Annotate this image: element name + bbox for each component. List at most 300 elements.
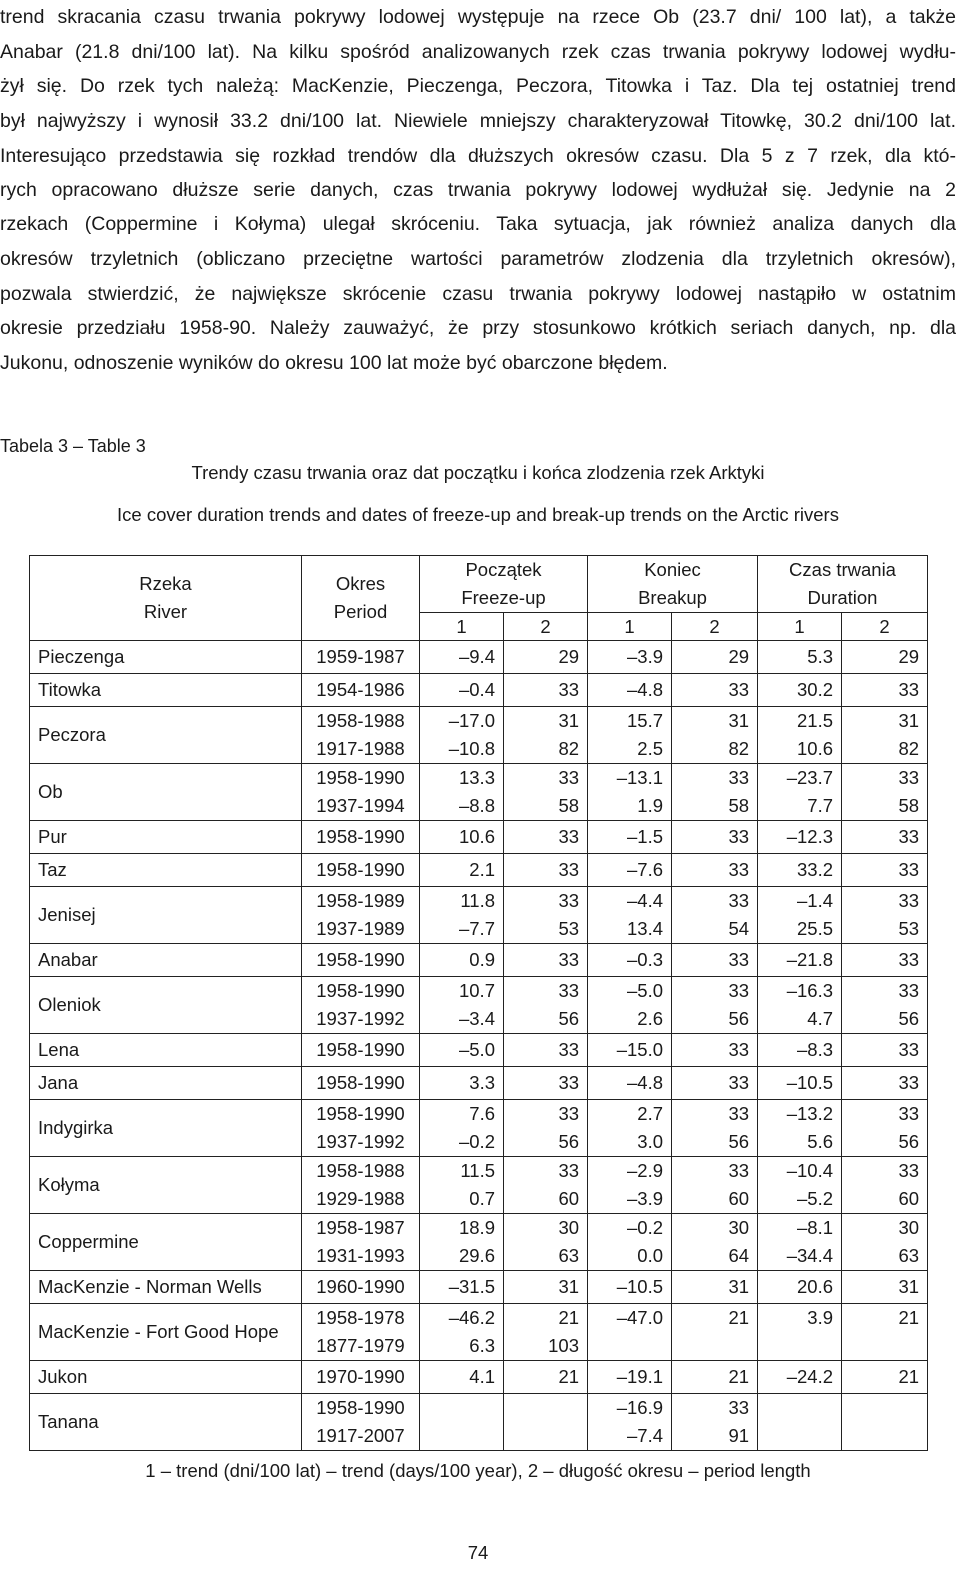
period-cell: [302, 821, 420, 854]
value-cell-f2: [504, 764, 588, 821]
cell-value: 6.3: [469, 1335, 495, 1356]
value-cell-d1: [758, 1394, 842, 1451]
cell-value: 2.7: [637, 1103, 664, 1124]
cell-value: 21: [558, 1366, 580, 1387]
value-cell-f1: [420, 707, 504, 764]
table-row: [30, 707, 928, 764]
cell-value: –7.7: [458, 918, 495, 939]
cell-value: 82: [558, 738, 580, 759]
river-name-cell: Titowka: [30, 674, 302, 707]
value-cell-d1: [758, 944, 842, 977]
cell-value: –1.4: [797, 890, 834, 911]
period-value: 1958-1990: [316, 826, 405, 847]
cell-value: 64: [728, 1245, 750, 1266]
value-cell-b2: [672, 641, 758, 674]
period-value: 1958-1990: [316, 1072, 405, 1093]
value-cell-d2: [842, 1271, 928, 1304]
value-cell-b2: [672, 1394, 758, 1451]
header-period: Okres Period: [302, 556, 420, 641]
value-cell-d2: [842, 1100, 928, 1157]
period-cell: [302, 1214, 420, 1271]
period-cell: [302, 641, 420, 674]
value-cell-d1: [758, 674, 842, 707]
cell-value: 30.2: [797, 679, 834, 700]
cell-value: –12.3: [786, 826, 834, 847]
value-cell-f1: [420, 944, 504, 977]
cell-value: 2.5: [637, 738, 664, 759]
cell-value: 33: [898, 1103, 920, 1124]
cell-value: 33: [558, 826, 580, 847]
value-cell-d1: [758, 764, 842, 821]
cell-value: –16.3: [786, 980, 834, 1001]
period-value: 1917-2007: [316, 1425, 405, 1446]
paragraph-line: okresów trzyletnich (obliczano przeciętne wartości parametrów zlodzenia dla trzyletnich okresów),: [0, 248, 956, 270]
subheader-duration-2: 2: [842, 613, 928, 641]
cell-value: 91: [728, 1425, 750, 1446]
value-cell-f2: [504, 1304, 588, 1361]
cell-value: –16.9: [616, 1397, 664, 1418]
river-name-cell: MacKenzie - Norman Wells: [30, 1271, 302, 1304]
cell-value: 0.0: [637, 1245, 664, 1266]
cell-value: 21: [898, 1307, 920, 1328]
value-cell-d1: [758, 1157, 842, 1214]
cell-value: [842, 1394, 919, 1422]
cell-value: 33: [558, 1103, 580, 1124]
river-name-cell: Jana: [30, 1067, 302, 1100]
value-cell-b1: [588, 1157, 672, 1214]
value-cell-b2: [672, 1157, 758, 1214]
cell-value: –4.8: [627, 1072, 664, 1093]
value-cell-f2: [504, 821, 588, 854]
cell-value: 5.6: [807, 1131, 834, 1152]
river-name-cell: Tanana: [30, 1394, 302, 1451]
cell-value: 31: [728, 1276, 750, 1297]
period-cell: [302, 887, 420, 944]
cell-value: –0.2: [627, 1217, 664, 1238]
paragraph-line: trend skracania czasu trwania pokrywy lodowej występuje na rzece Ob (23.7 dni/ 100 lat), a także: [0, 6, 956, 28]
cell-value: 33: [898, 949, 920, 970]
cell-value: –13.2: [786, 1103, 834, 1124]
value-cell-d1: [758, 887, 842, 944]
period-value: 1959-1987: [316, 646, 405, 667]
value-cell-b1: [588, 1067, 672, 1100]
value-cell-f1: [420, 1361, 504, 1394]
subheader-freeze-1: 1: [420, 613, 504, 641]
period-value: 1958-1990: [316, 1103, 405, 1124]
value-cell-b1: [588, 641, 672, 674]
cell-value: 63: [558, 1245, 580, 1266]
cell-value: 33: [728, 679, 750, 700]
cell-value: 82: [898, 738, 920, 759]
cell-value: 33: [728, 1039, 750, 1060]
cell-value: 33: [728, 859, 750, 880]
cell-value: 33: [558, 767, 580, 788]
cell-value: –8.8: [458, 795, 495, 816]
period-value: 1970-1990: [316, 1366, 405, 1387]
cell-value: 60: [898, 1188, 920, 1209]
cell-value: 4.1: [469, 1366, 495, 1387]
cell-value: [504, 1422, 579, 1450]
value-cell-d2: [842, 1034, 928, 1067]
cell-value: –7.6: [627, 859, 664, 880]
value-cell-f1: [420, 1214, 504, 1271]
period-value: 1958-1988: [316, 1160, 405, 1181]
value-cell-f2: [504, 1100, 588, 1157]
cell-value: 33: [728, 890, 750, 911]
cell-value: 33: [558, 1160, 580, 1181]
paragraph-line: Anabar (21.8 dni/100 lat). Na kilku spośród analizowanych rzek czas trwania pokrywy lodowej wydłu-: [0, 41, 956, 63]
period-value: 1937-1992: [316, 1008, 405, 1029]
river-name-cell: MacKenzie - Fort Good Hope: [30, 1304, 302, 1361]
cell-value: 33: [898, 859, 920, 880]
cell-value: [842, 1422, 919, 1450]
value-cell-f1: [420, 854, 504, 887]
value-cell-b2: [672, 1304, 758, 1361]
cell-value: 4.7: [807, 1008, 834, 1029]
cell-value: 33.2: [797, 859, 834, 880]
cell-value: 30: [728, 1217, 750, 1238]
cell-value: –10.8: [448, 738, 495, 759]
value-cell-f2: [504, 641, 588, 674]
table-row: [30, 944, 928, 977]
cell-value: 54: [728, 918, 750, 939]
period-value: 1931-1993: [316, 1245, 405, 1266]
value-cell-f2: [504, 1157, 588, 1214]
cell-value: 7.6: [469, 1103, 495, 1124]
period-cell: [302, 854, 420, 887]
value-cell-d1: [758, 1304, 842, 1361]
value-cell-d2: [842, 821, 928, 854]
value-cell-f2: [504, 854, 588, 887]
cell-value: 29.6: [458, 1245, 495, 1266]
value-cell-d1: [758, 707, 842, 764]
cell-value: –34.4: [786, 1245, 834, 1266]
cell-value: –0.3: [627, 949, 664, 970]
cell-value: 29: [558, 646, 580, 667]
cell-value: 82: [728, 738, 750, 759]
value-cell-b2: [672, 1271, 758, 1304]
value-cell-b1: [588, 764, 672, 821]
value-cell-d2: [842, 887, 928, 944]
period-value: 1958-1990: [316, 1039, 405, 1060]
cell-value: 18.9: [458, 1217, 495, 1238]
table-row: [30, 764, 928, 821]
paragraph-line: Jukonu, odnoszenie wyników do okresu 100 lat może być obarczone błędem.: [0, 352, 668, 374]
cell-value: 33: [558, 980, 580, 1001]
paragraph-line: rzekach (Coppermine i Kołyma) ulegał skróceniu. Taka sytuacja, jak również analiza danych dla: [0, 213, 956, 235]
cell-value: [504, 1394, 579, 1422]
cell-value: 56: [898, 1008, 920, 1029]
period-value: 1958-1987: [316, 1217, 405, 1238]
paragraph-line: żył się. Do rzek tych należą: MacKenzie, Pieczenga, Peczora, Titowka i Taz. Dla tej ostatniej trend: [0, 75, 956, 97]
value-cell-d2: [842, 764, 928, 821]
river-name-cell: Kołyma: [30, 1157, 302, 1214]
cell-value: –17.0: [448, 710, 495, 731]
cell-value: 33: [558, 1072, 580, 1093]
cell-value: 21: [558, 1307, 580, 1328]
value-cell-f1: [420, 1100, 504, 1157]
value-cell-b1: [588, 854, 672, 887]
subheader-break-1: 1: [588, 613, 672, 641]
value-cell-b1: [588, 821, 672, 854]
cell-value: 60: [558, 1188, 580, 1209]
river-name-cell: Jukon: [30, 1361, 302, 1394]
value-cell-f2: [504, 1067, 588, 1100]
period-cell: [302, 944, 420, 977]
value-cell-f1: [420, 1304, 504, 1361]
cell-value: 31: [898, 710, 920, 731]
subheader-freeze-2: 2: [504, 613, 588, 641]
period-cell: [302, 1394, 420, 1451]
cell-value: –5.2: [797, 1188, 834, 1209]
cell-value: 21: [728, 1307, 750, 1328]
cell-value: 29: [728, 646, 750, 667]
cell-value: 33: [728, 980, 750, 1001]
value-cell-d2: [842, 1067, 928, 1100]
cell-value: 33: [898, 980, 920, 1001]
value-cell-d2: [842, 641, 928, 674]
cell-value: 25.5: [797, 918, 834, 939]
table-row: [30, 1100, 928, 1157]
cell-value: –4.4: [627, 890, 664, 911]
table-row: [30, 1271, 928, 1304]
value-cell-d1: [758, 1034, 842, 1067]
cell-value: 29: [898, 646, 920, 667]
value-cell-d2: [842, 1157, 928, 1214]
value-cell-b2: [672, 1100, 758, 1157]
cell-value: [842, 1332, 919, 1360]
cell-value: –24.2: [786, 1366, 834, 1387]
cell-value: –15.0: [616, 1039, 664, 1060]
period-cell: [302, 707, 420, 764]
header-freeze-up: Początek Freeze-up: [420, 556, 588, 613]
value-cell-d1: [758, 977, 842, 1034]
cell-value: 1.9: [637, 795, 664, 816]
cell-value: 21: [898, 1366, 920, 1387]
period-value: 1937-1994: [316, 795, 405, 816]
table-title-polish: Trendy czasu trwania oraz dat początku i końca zlodzenia rzek Arktyki: [191, 462, 765, 483]
cell-value: –8.1: [797, 1217, 834, 1238]
value-cell-f2: [504, 1361, 588, 1394]
subheader-break-2: 2: [672, 613, 758, 641]
cell-value: 31: [558, 710, 580, 731]
table-row: [30, 1394, 928, 1451]
period-value: 1954-1986: [316, 679, 405, 700]
cell-value: 31: [558, 1276, 580, 1297]
river-name-cell: Ob: [30, 764, 302, 821]
cell-value: 10.6: [458, 826, 495, 847]
cell-value: –0.2: [458, 1131, 495, 1152]
table-row: [30, 977, 928, 1034]
value-cell-d2: [842, 1304, 928, 1361]
table-row: [30, 854, 928, 887]
value-cell-d1: [758, 854, 842, 887]
cell-value: –47.0: [616, 1307, 664, 1328]
table-caption: Tabela 3 – Table 3: [0, 436, 146, 456]
paragraph-line: pozwala stwierdzić, że największe skrócenie czasu trwania pokrywy lodowej nastąpiło w ostatnim: [0, 283, 956, 305]
value-cell-b1: [588, 707, 672, 764]
cell-value: [758, 1394, 833, 1422]
period-cell: [302, 1157, 420, 1214]
cell-value: 0.9: [469, 949, 495, 970]
period-cell: [302, 1067, 420, 1100]
period-cell: [302, 674, 420, 707]
value-cell-b1: [588, 1034, 672, 1067]
value-cell-d2: [842, 1214, 928, 1271]
header-river: Rzeka River: [30, 556, 302, 641]
value-cell-d2: [842, 1394, 928, 1451]
cell-value: 20.6: [797, 1276, 834, 1297]
cell-value: 56: [558, 1131, 580, 1152]
table-footnote: 1 – trend (dni/100 lat) – trend (days/100 year), 2 – długość okresu – period length: [145, 1460, 811, 1481]
value-cell-d1: [758, 1361, 842, 1394]
cell-value: [588, 1332, 663, 1360]
cell-value: –0.4: [458, 679, 495, 700]
cell-value: 5.3: [807, 646, 834, 667]
cell-value: 33: [728, 1072, 750, 1093]
river-name-cell: Lena: [30, 1034, 302, 1067]
cell-value: –46.2: [448, 1307, 495, 1328]
cell-value: 10.6: [797, 738, 834, 759]
period-value: 1937-1992: [316, 1131, 405, 1152]
period-value: 1877-1979: [316, 1335, 405, 1356]
cell-value: 33: [558, 679, 580, 700]
value-cell-d1: [758, 1214, 842, 1271]
value-cell-f2: [504, 887, 588, 944]
cell-value: 58: [558, 795, 580, 816]
cell-value: –3.9: [627, 646, 664, 667]
cell-value: –2.9: [627, 1160, 664, 1181]
cell-value: [420, 1422, 495, 1450]
value-cell-f1: [420, 764, 504, 821]
cell-value: 3.9: [807, 1307, 834, 1328]
value-cell-f1: [420, 674, 504, 707]
value-cell-f2: [504, 674, 588, 707]
period-value: 1958-1990: [316, 980, 405, 1001]
cell-value: –3.4: [458, 1008, 495, 1029]
value-cell-b1: [588, 1271, 672, 1304]
cell-value: 33: [728, 826, 750, 847]
value-cell-d2: [842, 977, 928, 1034]
value-cell-f2: [504, 1271, 588, 1304]
cell-value: 30: [558, 1217, 580, 1238]
table-row: [30, 1361, 928, 1394]
cell-value: 33: [728, 767, 750, 788]
cell-value: 56: [728, 1131, 750, 1152]
cell-value: [758, 1422, 833, 1450]
river-name-cell: Indygirka: [30, 1100, 302, 1157]
period-cell: [302, 1271, 420, 1304]
cell-value: 63: [898, 1245, 920, 1266]
value-cell-b1: [588, 977, 672, 1034]
period-cell: [302, 1100, 420, 1157]
cell-value: [420, 1394, 495, 1422]
value-cell-d2: [842, 707, 928, 764]
value-cell-f1: [420, 641, 504, 674]
value-cell-b2: [672, 1361, 758, 1394]
period-value: 1958-1990: [316, 949, 405, 970]
table-row: [30, 1157, 928, 1214]
table-title-english: Ice cover duration trends and dates of freeze-up and break-up trends on the Arctic rivers: [117, 504, 839, 525]
table-row: [30, 1304, 928, 1361]
value-cell-d1: [758, 1271, 842, 1304]
cell-value: 60: [728, 1188, 750, 1209]
value-cell-d1: [758, 1100, 842, 1157]
cell-value: 33: [898, 1039, 920, 1060]
cell-value: –9.4: [458, 646, 495, 667]
river-name-cell: Oleniok: [30, 977, 302, 1034]
cell-value: 53: [558, 918, 580, 939]
cell-value: 31: [898, 1276, 920, 1297]
value-cell-b2: [672, 1067, 758, 1100]
cell-value: –23.7: [786, 767, 834, 788]
cell-value: 33: [898, 1160, 920, 1181]
river-name-cell: Jenisej: [30, 887, 302, 944]
cell-value: 15.7: [627, 710, 664, 731]
cell-value: 7.7: [807, 795, 834, 816]
paragraph-line: Interesująco przedstawia się rozkład trendów dla dłuższych okresów czasu. Dla 5 z 7 rzek, dla któ-: [0, 145, 956, 167]
page-number: 74: [467, 1542, 489, 1563]
value-cell-b1: [588, 1100, 672, 1157]
cell-value: –5.0: [627, 980, 664, 1001]
cell-value: 56: [558, 1008, 580, 1029]
cell-value: –10.4: [786, 1160, 834, 1181]
value-cell-d1: [758, 641, 842, 674]
value-cell-f2: [504, 1394, 588, 1451]
value-cell-f1: [420, 977, 504, 1034]
value-cell-f2: [504, 1214, 588, 1271]
cell-value: –3.9: [627, 1188, 664, 1209]
cell-value: 33: [728, 949, 750, 970]
table-row: [30, 1034, 928, 1067]
value-cell-b2: [672, 821, 758, 854]
cell-value: 103: [548, 1335, 580, 1356]
value-cell-f1: [420, 821, 504, 854]
cell-value: [672, 1332, 749, 1360]
value-cell-f1: [420, 1394, 504, 1451]
value-cell-b1: [588, 944, 672, 977]
cell-value: 58: [728, 795, 750, 816]
value-cell-b2: [672, 1034, 758, 1067]
period-cell: [302, 977, 420, 1034]
value-cell-f1: [420, 1271, 504, 1304]
value-cell-d2: [842, 944, 928, 977]
subheader-duration-1: 1: [758, 613, 842, 641]
river-name-cell: Peczora: [30, 707, 302, 764]
value-cell-f1: [420, 1067, 504, 1100]
period-value: 1937-1989: [316, 918, 405, 939]
cell-value: 33: [728, 1103, 750, 1124]
cell-value: –4.8: [627, 679, 664, 700]
value-cell-f2: [504, 707, 588, 764]
header-duration: Czas trwania Duration: [758, 556, 928, 613]
cell-value: 33: [728, 1160, 750, 1181]
period-cell: [302, 764, 420, 821]
value-cell-b2: [672, 944, 758, 977]
cell-value: 30: [898, 1217, 920, 1238]
cell-value: 0.7: [469, 1188, 495, 1209]
cell-value: 3.3: [469, 1072, 495, 1093]
value-cell-b2: [672, 1214, 758, 1271]
cell-value: 56: [898, 1131, 920, 1152]
value-cell-d2: [842, 854, 928, 887]
value-cell-b1: [588, 887, 672, 944]
value-cell-d1: [758, 1067, 842, 1100]
cell-value: –21.8: [786, 949, 834, 970]
value-cell-b1: [588, 1304, 672, 1361]
header-breakup: Koniec Breakup: [588, 556, 758, 613]
river-name-cell: Taz: [30, 854, 302, 887]
